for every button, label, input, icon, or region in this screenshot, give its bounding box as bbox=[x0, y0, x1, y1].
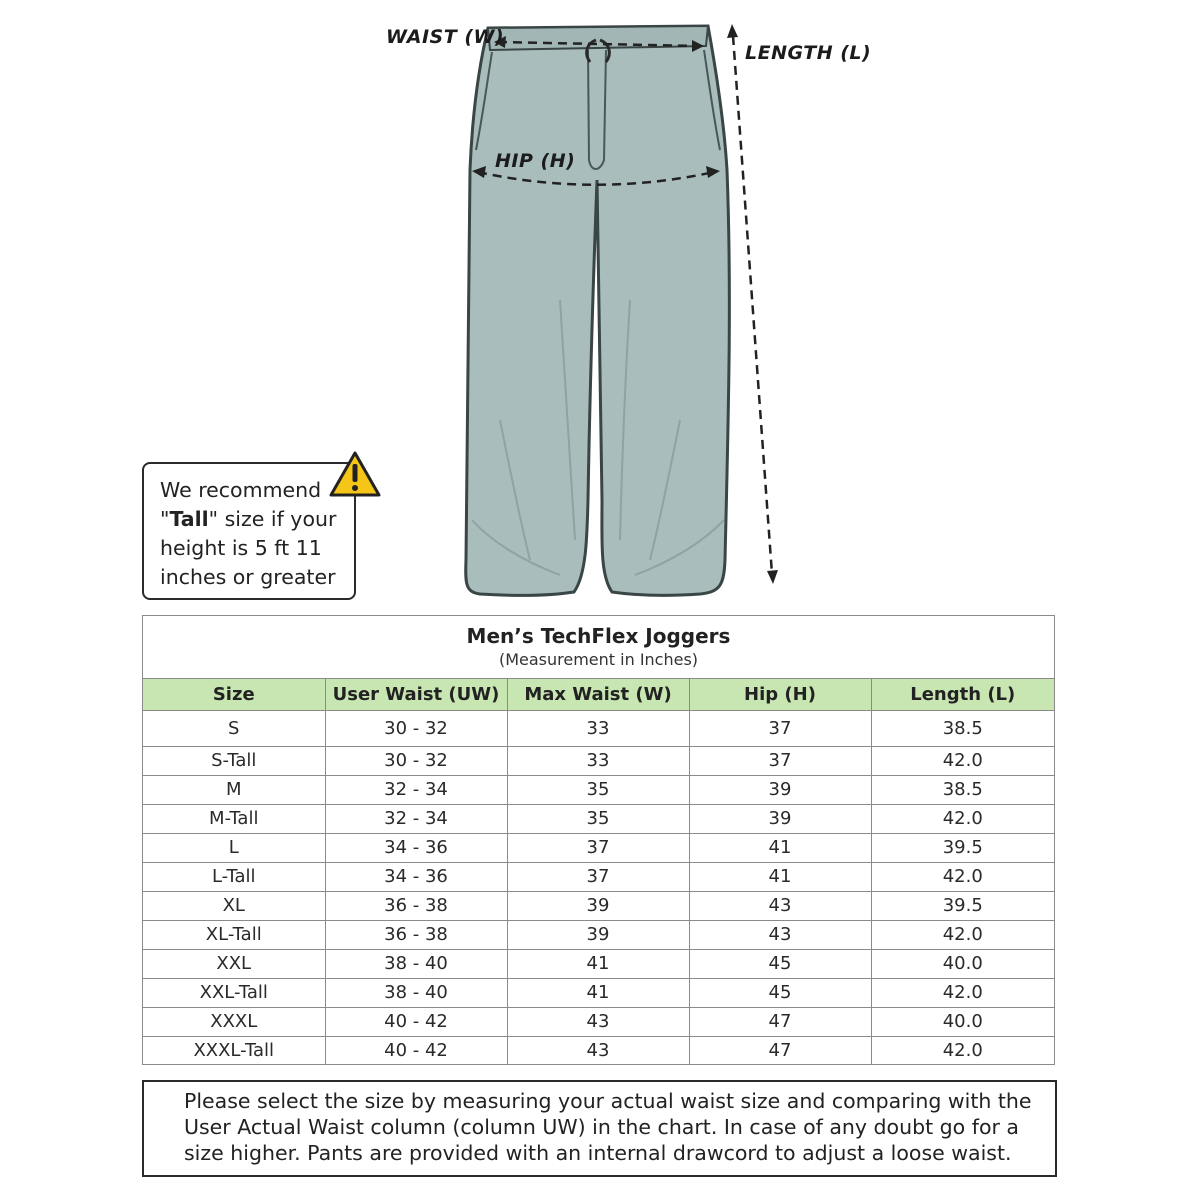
cell-user-waist-uw: 34 - 36 bbox=[325, 862, 507, 891]
size-chart-header bbox=[143, 616, 1054, 679]
instructions-line-2: User Actual Waist column (column UW) in the chart. In case of any doubt go for a bbox=[184, 1115, 1019, 1139]
cell-max-waist-w: 43 bbox=[507, 1007, 689, 1036]
cell-max-waist-w: 39 bbox=[507, 920, 689, 949]
cell-size: M bbox=[143, 775, 325, 804]
cell-hip-h: 39 bbox=[689, 804, 871, 833]
cell-max-waist-w: 33 bbox=[507, 746, 689, 775]
table-row bbox=[143, 833, 1054, 862]
cell-hip-h: 47 bbox=[689, 1036, 871, 1065]
cell-user-waist-uw: 36 - 38 bbox=[325, 891, 507, 920]
cell-user-waist-uw: 36 - 38 bbox=[325, 920, 507, 949]
cell-max-waist-w: 35 bbox=[507, 804, 689, 833]
cell-size: S-Tall bbox=[143, 746, 325, 775]
cell-length-l: 39.5 bbox=[871, 833, 1054, 862]
sizing-instructions bbox=[142, 1080, 1057, 1177]
size-chart bbox=[142, 615, 1055, 1065]
cell-size: XL bbox=[143, 891, 325, 920]
cell-size: L bbox=[143, 833, 325, 862]
length-measure-line bbox=[733, 36, 772, 574]
cell-user-waist-uw: 34 - 36 bbox=[325, 833, 507, 862]
table-row bbox=[143, 949, 1054, 978]
cell-hip-h: 43 bbox=[689, 920, 871, 949]
cell-length-l: 42.0 bbox=[942, 1040, 983, 1062]
hip-label: HIP (H) bbox=[495, 150, 576, 172]
cell-length-l: 38.5 bbox=[871, 710, 1054, 746]
cell-size: XXXL bbox=[143, 1007, 325, 1036]
cell-max-waist-w: 43 bbox=[507, 1036, 689, 1065]
table-row bbox=[143, 978, 1054, 1007]
cell-max-waist-w: 41 bbox=[507, 949, 689, 978]
cell-user-waist-uw: 30 - 32 bbox=[325, 746, 507, 775]
table-row bbox=[143, 775, 1054, 804]
cell-user-waist-uw: 38 - 40 bbox=[325, 949, 507, 978]
note-line-2 bbox=[160, 505, 344, 534]
note-quote-open: " bbox=[160, 507, 170, 531]
column-header-hip-h: Hip (H) bbox=[689, 679, 871, 710]
note-line-1: We recommend bbox=[160, 478, 322, 502]
waistband bbox=[488, 26, 708, 50]
cell-user-waist-uw: 38 - 40 bbox=[325, 978, 507, 1007]
cell-length-l: 39.5 bbox=[871, 891, 1054, 920]
length-arrowhead-top bbox=[727, 24, 738, 38]
tall-recommendation-note bbox=[142, 462, 356, 600]
table-row bbox=[143, 920, 1054, 949]
column-header-size: Size bbox=[143, 679, 325, 710]
cell-hip-h: 39 bbox=[689, 775, 871, 804]
cell-max-waist-w: 39 bbox=[507, 891, 689, 920]
cell-size: XL-Tall bbox=[143, 920, 325, 949]
cell-max-waist-w: 37 bbox=[507, 862, 689, 891]
cell-hip-h: 37 bbox=[689, 710, 871, 746]
cell-user-waist-uw: 32 - 34 bbox=[325, 804, 507, 833]
cell-size: XXL-Tall bbox=[143, 978, 325, 1007]
cell-length-l: 42.0 bbox=[871, 978, 1054, 1007]
cell-hip-h: 43 bbox=[689, 891, 871, 920]
table-body bbox=[143, 710, 1054, 1065]
length-label: LENGTH (L) bbox=[745, 42, 872, 64]
column-header-user-waist-uw: User Waist (UW) bbox=[325, 679, 507, 710]
cell-hip-h: 47 bbox=[689, 1007, 871, 1036]
instructions-line-1: Please select the size by measuring your actual waist size and comparing with the bbox=[184, 1089, 1032, 1113]
length-arrowhead-bottom bbox=[767, 570, 778, 584]
cell-hip-h: 37 bbox=[689, 746, 871, 775]
cell-user-waist-uw: 40 - 42 bbox=[325, 1007, 507, 1036]
cell-length-l: 40.0 bbox=[871, 949, 1054, 978]
cell-hip-h: 45 bbox=[689, 949, 871, 978]
size-chart-subtitle: (Measurement in Inches) bbox=[498, 650, 699, 669]
table-row bbox=[143, 746, 1054, 775]
cell-size: S bbox=[143, 710, 325, 746]
table-header-row bbox=[143, 679, 1054, 710]
cell-length-l: 42.0 bbox=[871, 804, 1054, 833]
instructions-line-3: size higher. Pants are provided with an internal drawcord to adjust a loose waist. bbox=[184, 1141, 1012, 1165]
cell-hip-h: 45 bbox=[689, 978, 871, 1007]
cell-size: XXL bbox=[143, 949, 325, 978]
size-table bbox=[143, 679, 1054, 1065]
cell-user-waist-uw: 32 - 34 bbox=[325, 775, 507, 804]
waist-label: WAIST (W) bbox=[386, 26, 505, 48]
column-header-length-l: Length (L) bbox=[871, 679, 1054, 710]
note-line-2-rest: " size if your bbox=[208, 507, 337, 531]
note-line-3: height is 5 ft 11 bbox=[160, 536, 322, 560]
cell-max-waist-w: 37 bbox=[507, 833, 689, 862]
table-row bbox=[143, 710, 1054, 746]
table-row bbox=[143, 891, 1054, 920]
cell-length-l: 42.0 bbox=[871, 920, 1054, 949]
note-tall-word: Tall bbox=[169, 507, 209, 531]
cell-user-waist-uw: 40 - 42 bbox=[325, 1036, 507, 1065]
table-row bbox=[143, 862, 1054, 891]
note-line-4: inches or greater bbox=[160, 565, 336, 589]
cell-length-l: 42.0 bbox=[871, 862, 1054, 891]
table-row bbox=[143, 1007, 1054, 1036]
cell-hip-h: 41 bbox=[689, 833, 871, 862]
cell-length-l: 42.0 bbox=[871, 746, 1054, 775]
table-row bbox=[143, 1036, 1054, 1065]
cell-length-l: 38.5 bbox=[871, 775, 1054, 804]
cell-max-waist-w: 35 bbox=[507, 775, 689, 804]
cell-size: M-Tall bbox=[143, 804, 325, 833]
pants-shape bbox=[466, 26, 730, 595]
column-header-max-waist-w: Max Waist (W) bbox=[507, 679, 689, 710]
cell-max-waist-w: 33 bbox=[507, 710, 689, 746]
cell-size: L-Tall bbox=[143, 862, 325, 891]
cell-size: XXXL-Tall bbox=[143, 1036, 325, 1065]
warning-icon bbox=[328, 450, 382, 498]
cell-length-l: 40.0 bbox=[871, 1007, 1054, 1036]
table-row bbox=[143, 804, 1054, 833]
cell-max-waist-w: 41 bbox=[507, 978, 689, 1007]
size-chart-title: Men’s TechFlex Joggers bbox=[466, 624, 731, 648]
cell-user-waist-uw: 30 - 32 bbox=[325, 710, 507, 746]
cell-hip-h: 41 bbox=[689, 862, 871, 891]
